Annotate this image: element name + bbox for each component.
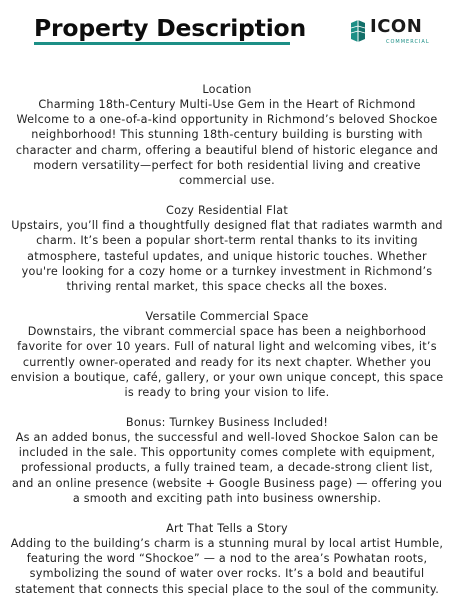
company-logo	[349, 16, 430, 46]
logo-tagline: COMMERCIAL	[386, 39, 430, 45]
page-title: Property Description	[34, 14, 307, 42]
section-heading: Versatile Commercial Space	[145, 310, 309, 324]
page-header	[0, 0, 454, 60]
section-text: Upstairs, you’ll find a thoughtfully designed flat that radiates warmth and charm. It’s been a popular short-term rental thanks to its inviting atmosphere, tasteful updates, and unique historic touches. Whether you're looking for a cozy home or a turnkey investment in Richmond’s thriving rental market, this space checks all the boxes.	[11, 219, 443, 293]
property-description-body	[10, 82, 444, 612]
title-underline	[34, 42, 290, 45]
section-location	[10, 82, 444, 188]
section-heading: Bonus: Turnkey Business Included!	[125, 415, 329, 429]
icon-commercial-logo-icon	[349, 18, 367, 44]
logo-wordmark: ICON	[370, 16, 423, 37]
section-text: Adding to the building’s charm is a stunning mural by local artist Humble, featuring the word “Shockoe” — a nod to the area’s Powhatan roots, symbolizing the sound of water over rocks. It’s a bold and beautiful statement that connects this special place to the soul of the community.	[10, 537, 444, 596]
section-text: As an added bonus, the successful and well-loved Shockoe Salon can be included in the sale. This opportunity comes complete with equipment, professional products, a fully trained team, a decade-strong client list, and an online presence (website + Google Business page) — offering you a smooth and exciting path into business ownership.	[11, 431, 443, 505]
section-residential-flat	[10, 203, 444, 294]
section-text: Charming 18th-Century Multi-Use Gem in the Heart of Richmond Welcome to a one-of-a-kind opportunity in Richmond’s beloved Shockoe neighborhood! This stunning 18th-century building is bursting with character and charm, offering a beautiful blend of historic elegance and modern versatility—perfect for both residential living and creative commercial use.	[15, 98, 439, 187]
section-heading: Art That Tells a Story	[166, 521, 288, 535]
section-turnkey-business	[10, 415, 444, 506]
section-commercial-space	[10, 309, 444, 400]
section-heading: Location	[202, 83, 252, 96]
section-heading: Cozy Residential Flat	[166, 204, 288, 218]
section-text: Downstairs, the vibrant commercial space has been a neighborhood favorite for over 10 years. Full of natural light and welcoming vibes, it’s currently owner-operated and ready for its next chapter. Whether you envision a boutique, café, gallery, or your own unique concept, this space is ready to bring your vision to life.	[10, 325, 444, 399]
section-mural-art	[10, 521, 444, 597]
